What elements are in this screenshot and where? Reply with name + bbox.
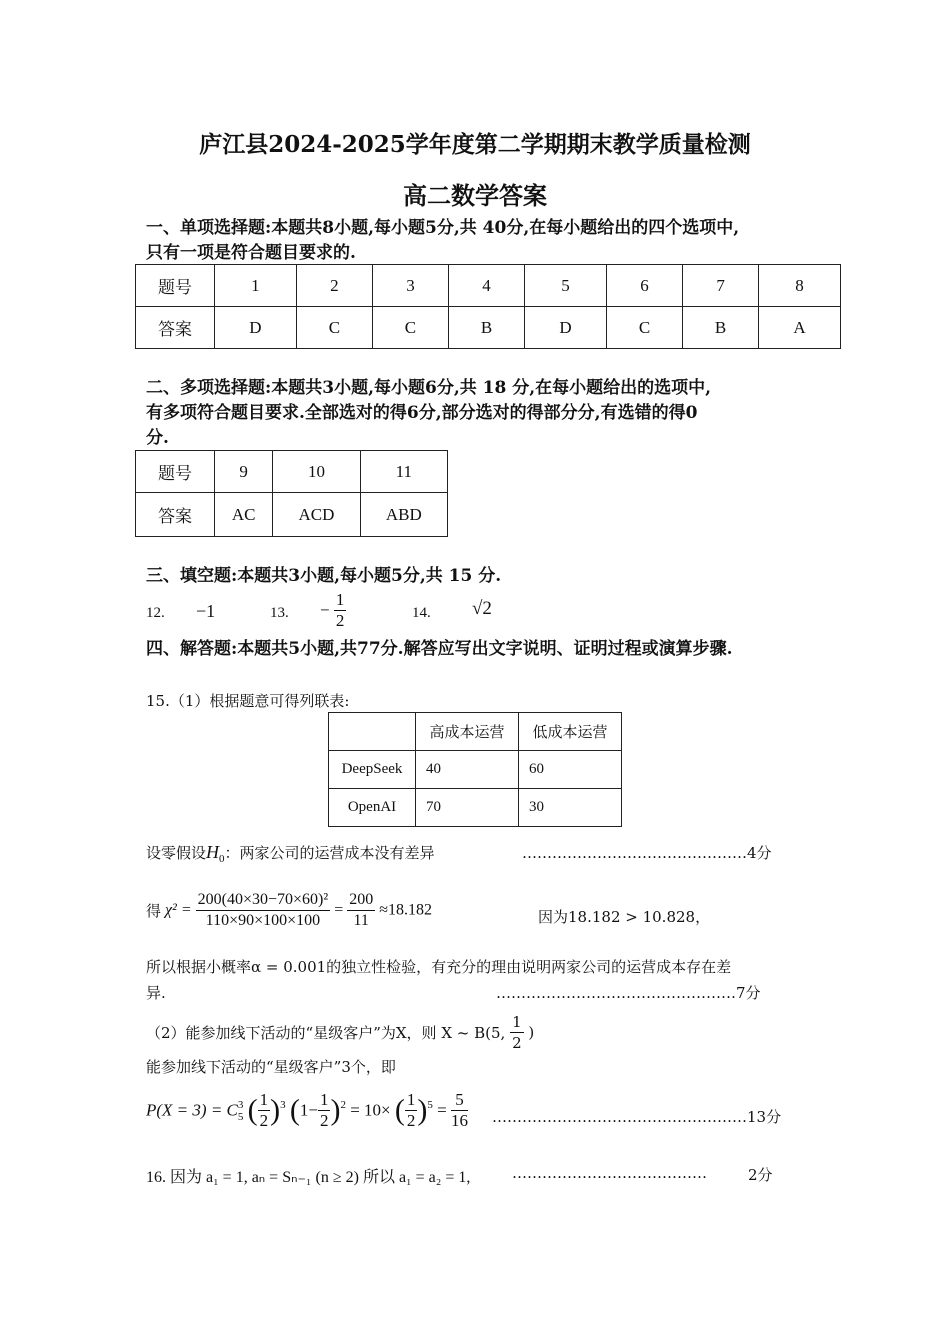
answer-cell: AC bbox=[215, 493, 273, 537]
section1-heading-line1: 一、单项选择题:本题共8小题,每小题5分,共 40分,在每小题给出的四个选项中, bbox=[146, 218, 740, 238]
null-hypothesis bbox=[146, 842, 435, 865]
section1-answer-table bbox=[135, 264, 841, 349]
probability-formula: P(X = 3) = C 3 5 ( $\frac{1}{2}$ )$^3$ (1− $\frac{1}{2}$ )$^2$ = 10× ( $\frac{1}{2}$ )$^5$ = $\frac{5}{16}$ bbox=[146, 1090, 468, 1130]
hypothesis-subscript: 0 bbox=[219, 853, 225, 865]
prob-lhs: P(X = 3) = C bbox=[146, 1100, 238, 1120]
conclusion-line2: 异. bbox=[146, 984, 166, 1002]
part2-distribution bbox=[146, 1012, 534, 1053]
table-row-label: 题号 bbox=[136, 451, 215, 493]
question-number: 10 bbox=[273, 451, 360, 493]
q12-answer: −1 bbox=[196, 601, 216, 621]
score-7: …………………………………………7分 bbox=[496, 984, 761, 1002]
chi-fraction bbox=[196, 890, 331, 931]
chi-numerator: 200(40×30−70×60)² bbox=[196, 890, 331, 911]
answer-cell: D bbox=[215, 307, 297, 349]
prob-equals: = bbox=[437, 1100, 447, 1120]
chi-approx-value: ≈18.182 bbox=[379, 901, 432, 919]
q15-intro: 15.（1）根据题意可得列联表: bbox=[146, 692, 350, 710]
table-row-label: 题号 bbox=[136, 265, 215, 307]
question-number: 1 bbox=[215, 265, 297, 307]
q13-denominator: 2 bbox=[335, 611, 345, 630]
answer-cell: B bbox=[683, 307, 759, 349]
part2-close-paren: ) bbox=[528, 1023, 535, 1042]
prob-numerator: 5 bbox=[451, 1090, 468, 1111]
question-number: 4 bbox=[449, 265, 525, 307]
q16-start: 16. 因为 a₁ = 1, aₙ = Sₙ₋₁ (n ≥ 2) 所以 a₁ = a₂ = 1, bbox=[146, 1169, 471, 1186]
question-number: 3 bbox=[372, 265, 448, 307]
score-4: ………………………………………4分 bbox=[522, 844, 772, 862]
question-number: 11 bbox=[360, 451, 447, 493]
answer-cell: A bbox=[759, 307, 841, 349]
question-number: 9 bbox=[215, 451, 273, 493]
chi-simplified-numerator: 200 bbox=[347, 890, 375, 911]
section3-heading: 三、填空题:本题共3小题,每小题5分,共 15 分. bbox=[146, 566, 502, 586]
answer-cell: C bbox=[296, 307, 372, 349]
question-number: 6 bbox=[606, 265, 682, 307]
answer-cell: ABD bbox=[360, 493, 447, 537]
section2-heading bbox=[146, 376, 846, 451]
question-number: 5 bbox=[525, 265, 607, 307]
table-header-empty bbox=[329, 713, 416, 751]
table-header-low-cost: 低成本运营 bbox=[519, 713, 622, 751]
section1-heading-line2: 只有一项是符合题目要求的. bbox=[146, 243, 356, 263]
contingency-table bbox=[328, 712, 622, 827]
question-number: 8 bbox=[759, 265, 841, 307]
table-cell: 40 bbox=[416, 751, 519, 789]
hypothesis-variable: H bbox=[206, 842, 220, 862]
q13-label: 13. bbox=[270, 605, 289, 621]
section4-heading: 四、解答题:本题共5小题,共77分.解答应写出文字说明、证明过程或演算步骤. bbox=[146, 639, 733, 659]
q13-fraction bbox=[334, 590, 347, 631]
answer-cell: ACD bbox=[273, 493, 360, 537]
section2-heading-line2: 有多项符合题目要求.全部选对的得6分,部分选对的得部分分,有选错的得0 bbox=[146, 403, 698, 423]
term-half-c: $\frac{1}{2}$ bbox=[406, 1090, 416, 1130]
part2-text: （2）能参加线下活动的“星级客户”为X，则 X ~ B(5, bbox=[146, 1024, 511, 1042]
answer-cell: B bbox=[449, 307, 525, 349]
part2-denominator: 2 bbox=[512, 1034, 522, 1052]
chi-simplified-fraction bbox=[347, 890, 375, 931]
table-row-label: 答案 bbox=[136, 307, 215, 349]
q12-label: 12. bbox=[146, 605, 165, 621]
section2-heading-line3: 分. bbox=[146, 428, 169, 448]
document-subtitle: 高二数学答案 bbox=[403, 181, 547, 210]
q16-dots: ………………………………… bbox=[512, 1164, 707, 1182]
prob-denominator: 16 bbox=[451, 1111, 468, 1130]
q14-label: 14. bbox=[412, 605, 431, 621]
hypothesis-text: ：两家公司的运营成本没有差异 bbox=[224, 844, 435, 862]
question-number: 2 bbox=[296, 265, 372, 307]
table-header-high-cost: 高成本运营 bbox=[416, 713, 519, 751]
document-title: 庐江县2024-2025学年度第二学期期末教学质量检测 bbox=[199, 131, 751, 158]
table-cell: 70 bbox=[416, 789, 519, 827]
chi-prefix: 得 bbox=[146, 902, 162, 920]
q16-score: 2分 bbox=[748, 1166, 773, 1184]
q14-answer: √2 bbox=[472, 598, 492, 619]
q13-numerator: 1 bbox=[335, 590, 345, 609]
critical-comparison: 因为18.182 > 10.828， bbox=[538, 908, 711, 926]
prob-result bbox=[451, 1090, 468, 1131]
score-13: ……………………………………………13分 bbox=[492, 1108, 782, 1126]
q13-minus-sign: − bbox=[320, 600, 330, 620]
prob-middle: = 10× bbox=[350, 1100, 391, 1120]
hypothesis-prefix: 设零假设 bbox=[146, 844, 207, 862]
table-cell: 60 bbox=[519, 751, 622, 789]
table-row-company: OpenAI bbox=[329, 789, 416, 827]
answer-cell: D bbox=[525, 307, 607, 349]
table-row-label: 答案 bbox=[136, 493, 215, 537]
conclusion-line1: 所以根据小概率α = 0.001的独立性检验，有充分的理由说明两家公司的运营成本存在差 bbox=[146, 958, 732, 976]
part2-line2: 能参加线下活动的“星级客户”3个，即 bbox=[146, 1058, 396, 1076]
chi-equals: = bbox=[334, 901, 344, 919]
table-row-company: DeepSeek bbox=[329, 751, 416, 789]
term-half-b: $\frac{1}{2}$ bbox=[319, 1090, 329, 1130]
q13-answer bbox=[320, 590, 346, 631]
table-cell: 30 bbox=[519, 789, 622, 827]
section1-heading bbox=[146, 216, 846, 266]
section2-answer-table bbox=[135, 450, 448, 537]
answer-cell: C bbox=[606, 307, 682, 349]
binomial-indices: 3 5 bbox=[237, 1098, 244, 1123]
section2-heading-line1: 二、多项选择题:本题共3小题,每小题6分,共 18 分,在每小题给出的选项中, bbox=[146, 378, 712, 398]
answer-cell: C bbox=[372, 307, 448, 349]
chi-square-formula bbox=[146, 890, 432, 931]
chi-simplified-denominator: 11 bbox=[353, 912, 369, 929]
part2-fraction bbox=[510, 1012, 524, 1053]
chi-denominator: 110×90×100×100 bbox=[205, 912, 321, 929]
part2-numerator: 1 bbox=[512, 1013, 522, 1031]
question-number: 7 bbox=[683, 265, 759, 307]
chi-lhs: χ² = bbox=[165, 901, 192, 919]
term-half-a: $\frac{1}{2}$ bbox=[259, 1090, 269, 1130]
